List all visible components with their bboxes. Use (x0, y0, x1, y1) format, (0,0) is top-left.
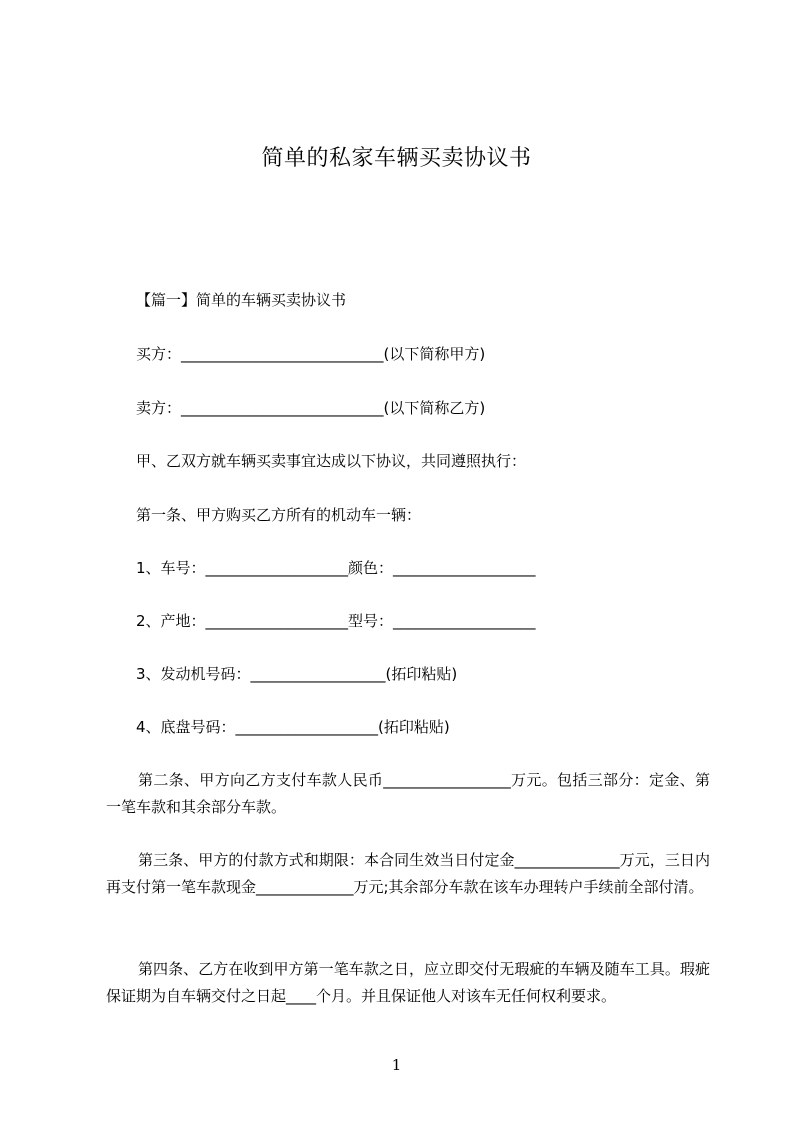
item-4-chassis-number: 4、底盘号码：___________________(拓印粘贴) (136, 718, 450, 736)
buyer-line: 买方：___________________________(以下简称甲方) (136, 345, 486, 363)
seller-line: 卖方：___________________________(以下简称乙方) (136, 399, 486, 417)
item-3-engine-number: 3、发动机号码：__________________(拓印粘贴) (136, 665, 458, 683)
section-heading: 【篇一】简单的车辆买卖协议书 (136, 291, 347, 309)
article-4: 第四条、乙方在收到甲方第一笔车款之日，应立即交付无瑕疵的车辆及随车工具。瑕疵保证期为自车辆交付之日起____个月。并且保证他人对该车无任何权利要求。 (106, 960, 710, 1005)
item-2-origin-model: 2、产地：___________________型号：___________________ (136, 612, 536, 630)
item-1-plate-color: 1、车号：___________________颜色：___________________ (136, 559, 536, 577)
article-1: 第一条、甲方购买乙方所有的机动车一辆： (136, 506, 422, 524)
article-3: 第三条、甲方的付款方式和期限：本合同生效当日付定金______________万元，三日内再支付第一笔车款现金_____________万元;其余部分车款在该车办理转户手续前全部付清。 (106, 851, 710, 896)
preamble: 甲、乙双方就车辆买卖事宜达成以下协议，共同遵照执行： (136, 452, 527, 470)
page-number: 1 (391, 1056, 402, 1074)
document-title: 简单的私家车辆买卖协议书 (261, 146, 532, 171)
article-2: 第二条、甲方向乙方支付车款人民币_________________万元。包括三部分：定金、第一笔车款和其余部分车款。 (106, 771, 710, 816)
